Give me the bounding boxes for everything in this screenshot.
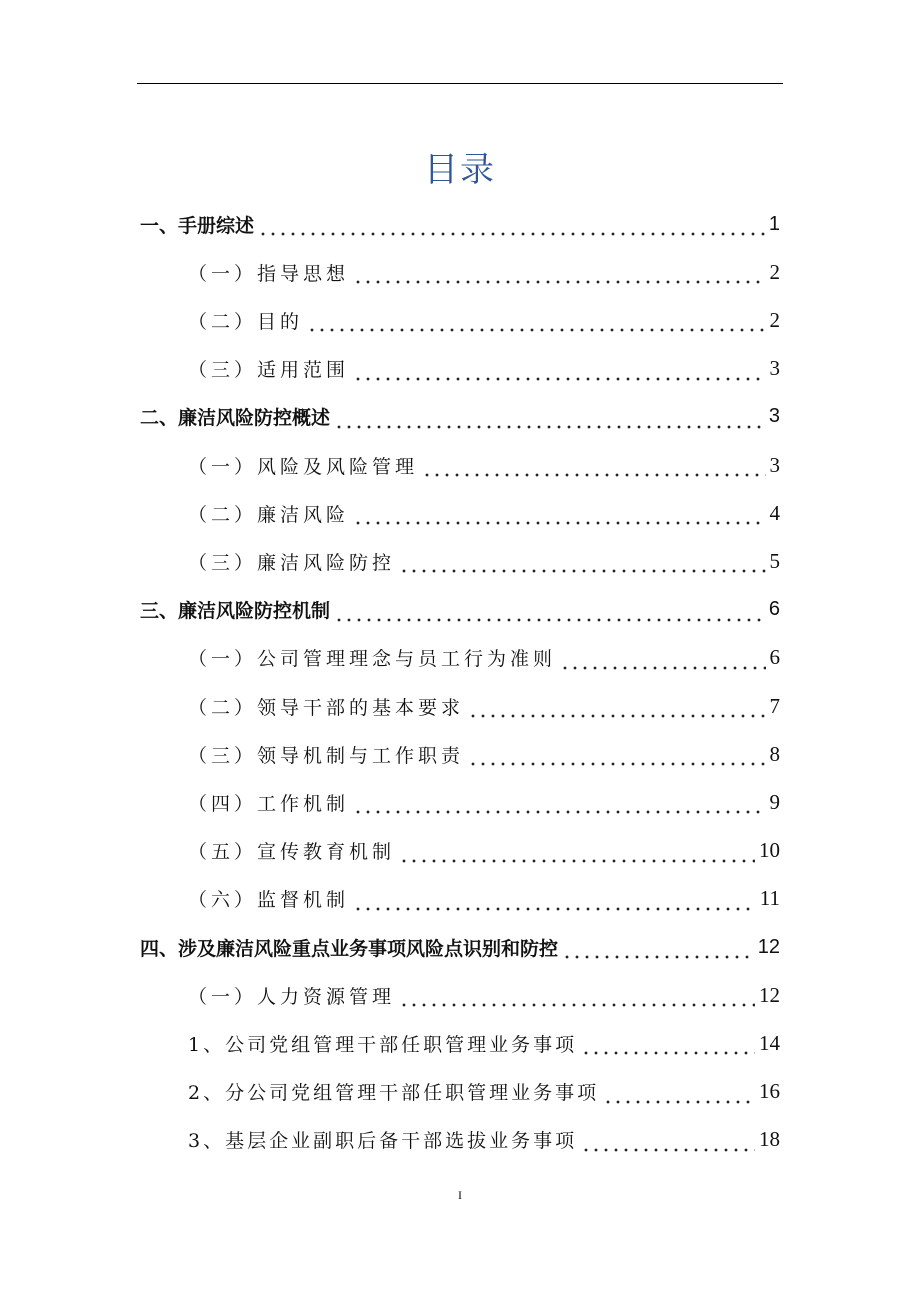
toc-entry[interactable] [188, 875, 780, 923]
toc-page-number: 12 [759, 982, 780, 1007]
toc-entry[interactable] [188, 537, 780, 585]
toc-entry[interactable] [188, 778, 780, 826]
toc-dot-leader [581, 1129, 755, 1153]
toc-dot-leader [353, 888, 756, 912]
toc-entry-text: （二）目的 [188, 310, 304, 333]
toc-dot-leader [468, 695, 765, 719]
toc-dot-leader [468, 743, 765, 767]
toc-dot-leader [353, 791, 765, 815]
toc-dot-leader [334, 406, 765, 430]
toc-dot-leader [399, 550, 765, 574]
toc-dot-leader [334, 599, 765, 623]
toc-dot-leader [399, 984, 755, 1008]
toc-entry-text: （一）公司管理理念与员工行为准则 [188, 648, 557, 671]
toc-entry[interactable] [188, 1019, 780, 1067]
toc-dot-leader [353, 502, 765, 526]
toc-entry[interactable] [188, 248, 780, 296]
toc-entry-text: （一）风险及风险管理 [188, 455, 419, 478]
toc-page-number: 7 [769, 693, 780, 718]
toc-dot-leader [307, 309, 765, 333]
toc-page-number: 12 [757, 935, 780, 958]
toc-page-number: 18 [759, 1127, 780, 1152]
toc-entry-text: （六）监督机制 [188, 889, 350, 912]
toc-entry[interactable] [188, 634, 780, 682]
toc-entry[interactable] [188, 441, 780, 489]
toc-entry[interactable] [188, 827, 780, 875]
toc-dot-leader [581, 1032, 755, 1056]
toc-dot-leader [422, 454, 765, 478]
toc-title: 目录 [424, 150, 496, 190]
toc-dot-leader [603, 1081, 755, 1105]
toc-page-number: 2 [769, 307, 780, 332]
toc-entry-text: 2、分公司党组管理干部任职管理业务事项 [188, 1082, 600, 1105]
toc-entry[interactable] [140, 923, 780, 971]
toc-entry[interactable] [140, 200, 780, 248]
toc-page-number: 5 [769, 548, 780, 573]
toc-entry-text: 一、手册综述 [140, 214, 255, 237]
toc-entry-text: 1、公司党组管理干部任职管理业务事项 [188, 1033, 578, 1056]
toc-page-number: 3 [769, 356, 780, 381]
toc-entry[interactable] [140, 586, 780, 634]
toc-entry[interactable] [188, 345, 780, 393]
header-rule [137, 83, 783, 84]
toc-page-number: 14 [759, 1030, 780, 1055]
toc-entry[interactable] [188, 489, 780, 537]
toc-page-number: 2 [769, 259, 780, 284]
toc-page-number: 3 [769, 452, 780, 477]
toc-entry[interactable] [188, 296, 780, 344]
toc-page-number: 6 [769, 645, 780, 670]
toc-entry-text: （四）工作机制 [188, 792, 350, 815]
toc-page-number: 11 [759, 886, 780, 911]
toc-dot-leader [560, 647, 765, 671]
toc-page-number: 6 [768, 598, 780, 621]
toc-entry[interactable] [188, 1116, 780, 1164]
footer-page-number: I [458, 1188, 462, 1202]
toc-page-number: 3 [768, 405, 780, 428]
toc-dot-leader [399, 840, 755, 864]
toc-entry[interactable] [188, 971, 780, 1019]
toc-page-number: 1 [768, 212, 780, 235]
toc-page-number: 9 [769, 789, 780, 814]
toc-entry-text: （三）廉洁风险防控 [188, 551, 396, 574]
toc-entry-text: （二）廉洁风险 [188, 503, 350, 526]
toc-dot-leader [258, 213, 765, 237]
toc-entry-text: 三、廉洁风险防控机制 [140, 600, 331, 623]
toc-entry-text: （一）人力资源管理 [188, 985, 396, 1008]
toc-entry-text: 二、廉洁风险防控概述 [140, 407, 331, 430]
toc-dot-leader [353, 358, 765, 382]
toc-dot-leader [562, 936, 754, 960]
toc-entry[interactable] [140, 393, 780, 441]
toc-page-number: 8 [769, 741, 780, 766]
toc-page-number: 4 [769, 500, 780, 525]
toc-page-number: 10 [759, 838, 780, 863]
toc-entry-text: （三）适用范围 [188, 359, 350, 382]
toc-entry-text: （三）领导机制与工作职责 [188, 744, 465, 767]
toc-page-number: 16 [759, 1079, 780, 1104]
toc-entry[interactable] [188, 682, 780, 730]
toc-entry-text: 3、基层企业副职后备干部选拔业务事项 [188, 1130, 578, 1153]
toc-entry-text: （一）指导思想 [188, 262, 350, 285]
toc-entry-text: 四、涉及廉洁风险重点业务事项风险点识别和防控 [140, 937, 559, 960]
toc-entry-text: （五）宣传教育机制 [188, 841, 396, 864]
toc-entry[interactable] [188, 1068, 780, 1116]
toc-entry[interactable] [188, 730, 780, 778]
toc-dot-leader [353, 261, 765, 285]
toc-entry-text: （二）领导干部的基本要求 [188, 696, 465, 719]
